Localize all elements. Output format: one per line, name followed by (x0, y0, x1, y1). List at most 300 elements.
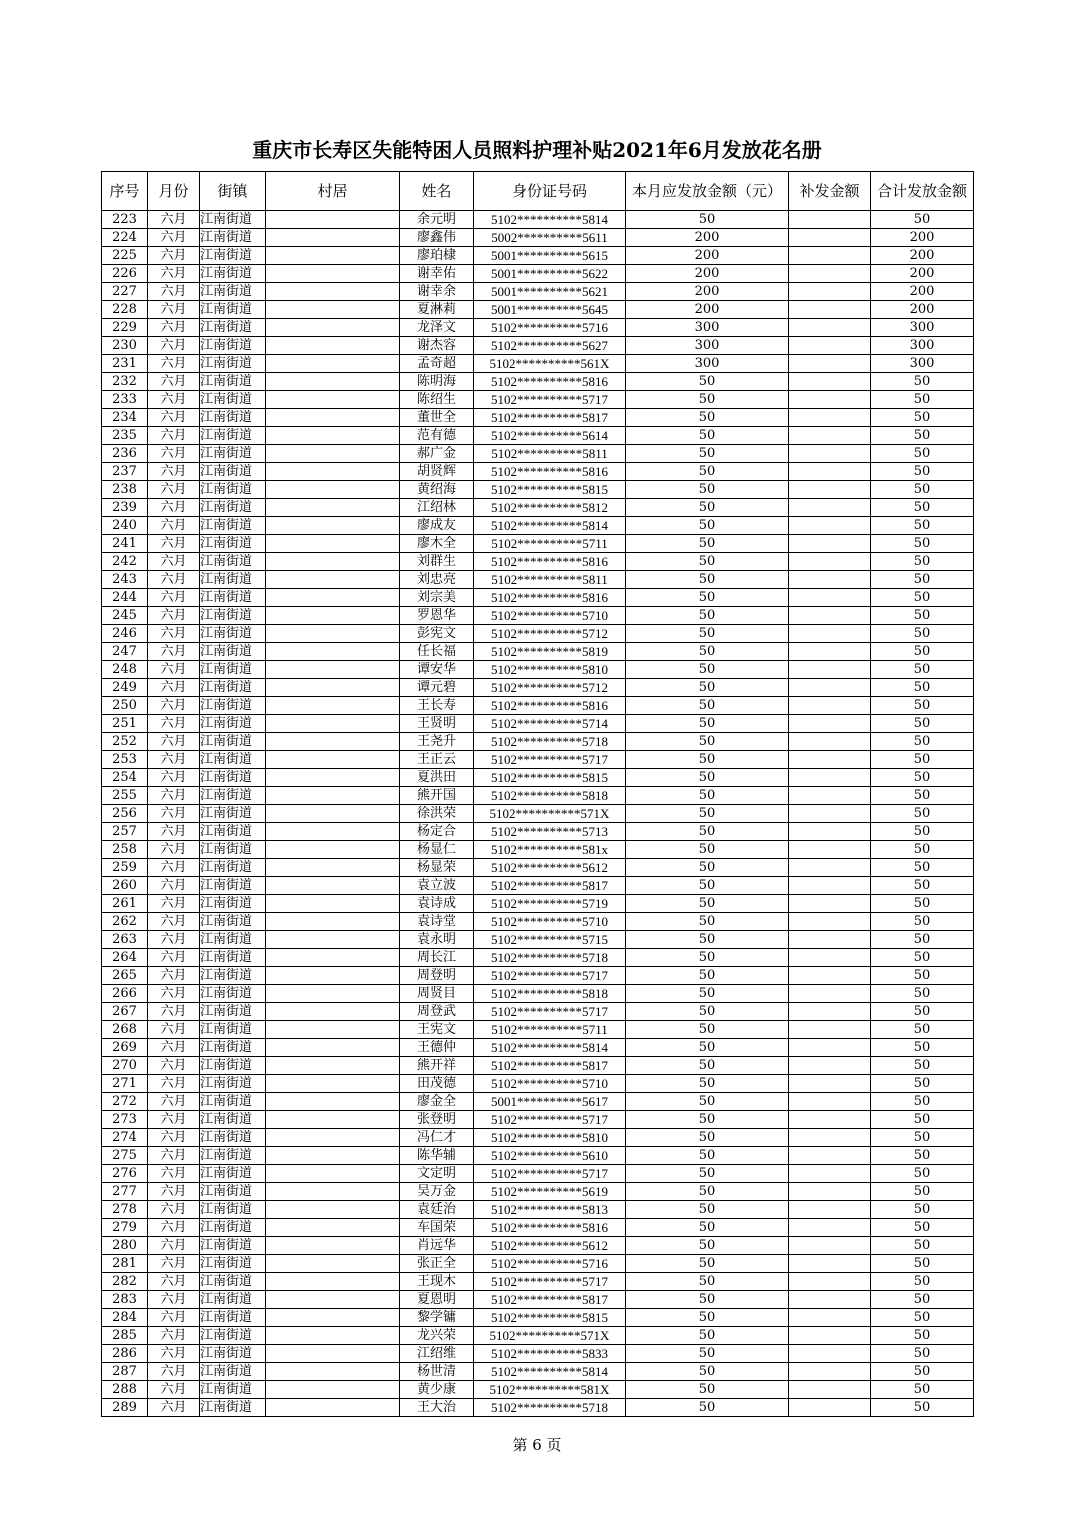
cell-village (266, 463, 400, 481)
column-header-serial: 序号 (102, 172, 148, 211)
table-row (102, 1183, 974, 1201)
cell-month: 六月 (148, 1093, 200, 1111)
cell-id-number: 5102**********5716 (474, 1255, 626, 1273)
cell-serial: 260 (102, 877, 148, 895)
cell-total-amount: 50 (871, 1237, 974, 1255)
cell-id-number: 5102**********561X (474, 355, 626, 373)
cell-name: 任长福 (400, 643, 474, 661)
cell-monthly-amount: 50 (626, 589, 789, 607)
table-row (102, 535, 974, 553)
cell-village (266, 841, 400, 859)
cell-month: 六月 (148, 301, 200, 319)
cell-total-amount: 50 (871, 733, 974, 751)
cell-street: 江南街道 (200, 1291, 266, 1309)
cell-serial: 262 (102, 913, 148, 931)
cell-month: 六月 (148, 715, 200, 733)
cell-village (266, 355, 400, 373)
cell-supplement-amount (789, 409, 871, 427)
cell-supplement-amount (789, 949, 871, 967)
cell-street: 江南街道 (200, 787, 266, 805)
cell-supplement-amount (789, 1309, 871, 1327)
cell-village (266, 985, 400, 1003)
cell-month: 六月 (148, 841, 200, 859)
table-row (102, 931, 974, 949)
cell-id-number: 5102**********5718 (474, 949, 626, 967)
cell-serial: 286 (102, 1345, 148, 1363)
cell-month: 六月 (148, 625, 200, 643)
cell-street: 江南街道 (200, 301, 266, 319)
cell-id-number: 5102**********5612 (474, 859, 626, 877)
cell-total-amount: 50 (871, 409, 974, 427)
cell-village (266, 697, 400, 715)
cell-month: 六月 (148, 1273, 200, 1291)
cell-total-amount: 50 (871, 1255, 974, 1273)
cell-total-amount: 50 (871, 1219, 974, 1237)
cell-street: 江南街道 (200, 805, 266, 823)
cell-street: 江南街道 (200, 337, 266, 355)
cell-serial: 225 (102, 247, 148, 265)
cell-id-number: 5102**********5711 (474, 1021, 626, 1039)
cell-month: 六月 (148, 787, 200, 805)
cell-id-number: 5102**********571X (474, 805, 626, 823)
cell-id-number: 5102**********5710 (474, 1075, 626, 1093)
cell-total-amount: 50 (871, 463, 974, 481)
cell-monthly-amount: 50 (626, 391, 789, 409)
cell-name: 杨显荣 (400, 859, 474, 877)
cell-name: 陈华辅 (400, 1147, 474, 1165)
cell-monthly-amount: 50 (626, 1147, 789, 1165)
cell-id-number: 5102**********5717 (474, 1003, 626, 1021)
cell-total-amount: 50 (871, 1273, 974, 1291)
cell-street: 江南街道 (200, 427, 266, 445)
cell-total-amount: 50 (871, 625, 974, 643)
cell-serial: 264 (102, 949, 148, 967)
cell-id-number: 5102**********5816 (474, 373, 626, 391)
column-header-village: 村居 (266, 172, 400, 211)
cell-name: 刘宗美 (400, 589, 474, 607)
cell-name: 黎学镛 (400, 1309, 474, 1327)
cell-street: 江南街道 (200, 589, 266, 607)
cell-id-number: 5102**********5717 (474, 967, 626, 985)
cell-month: 六月 (148, 355, 200, 373)
cell-monthly-amount: 50 (626, 1165, 789, 1183)
table-row (102, 1273, 974, 1291)
cell-name: 江绍林 (400, 499, 474, 517)
cell-month: 六月 (148, 319, 200, 337)
table-row (102, 247, 974, 265)
cell-id-number: 5102**********5717 (474, 1111, 626, 1129)
cell-village (266, 301, 400, 319)
cell-monthly-amount: 50 (626, 1363, 789, 1381)
cell-month: 六月 (148, 409, 200, 427)
cell-village (266, 373, 400, 391)
cell-monthly-amount: 50 (626, 823, 789, 841)
cell-name: 黄绍海 (400, 481, 474, 499)
cell-serial: 246 (102, 625, 148, 643)
cell-month: 六月 (148, 1255, 200, 1273)
cell-name: 孟奇超 (400, 355, 474, 373)
cell-serial: 232 (102, 373, 148, 391)
cell-name: 江绍维 (400, 1345, 474, 1363)
cell-month: 六月 (148, 337, 200, 355)
cell-monthly-amount: 50 (626, 877, 789, 895)
cell-supplement-amount (789, 553, 871, 571)
cell-id-number: 5102**********5819 (474, 643, 626, 661)
cell-month: 六月 (148, 481, 200, 499)
cell-id-number: 5102**********5718 (474, 1399, 626, 1417)
cell-supplement-amount (789, 1129, 871, 1147)
cell-serial: 257 (102, 823, 148, 841)
cell-name: 谭安华 (400, 661, 474, 679)
cell-month: 六月 (148, 1345, 200, 1363)
cell-village (266, 733, 400, 751)
cell-name: 杨定合 (400, 823, 474, 841)
cell-supplement-amount (789, 715, 871, 733)
cell-supplement-amount (789, 643, 871, 661)
cell-street: 江南街道 (200, 1075, 266, 1093)
cell-supplement-amount (789, 1147, 871, 1165)
table-row (102, 949, 974, 967)
table-row (102, 913, 974, 931)
cell-serial: 270 (102, 1057, 148, 1075)
cell-month: 六月 (148, 805, 200, 823)
cell-name: 冯仁才 (400, 1129, 474, 1147)
cell-month: 六月 (148, 823, 200, 841)
cell-name: 彭宪文 (400, 625, 474, 643)
cell-supplement-amount (789, 319, 871, 337)
cell-month: 六月 (148, 1165, 200, 1183)
cell-monthly-amount: 50 (626, 535, 789, 553)
cell-id-number: 5001**********5622 (474, 265, 626, 283)
cell-monthly-amount: 50 (626, 409, 789, 427)
cell-id-number: 5102**********5814 (474, 1363, 626, 1381)
table-row (102, 1363, 974, 1381)
cell-id-number: 5102**********5813 (474, 1201, 626, 1219)
cell-monthly-amount: 200 (626, 265, 789, 283)
cell-id-number: 5102**********5712 (474, 625, 626, 643)
cell-total-amount: 200 (871, 265, 974, 283)
cell-serial: 271 (102, 1075, 148, 1093)
cell-total-amount: 50 (871, 913, 974, 931)
cell-monthly-amount: 300 (626, 355, 789, 373)
cell-id-number: 5102**********5717 (474, 1273, 626, 1291)
cell-street: 江南街道 (200, 697, 266, 715)
cell-monthly-amount: 50 (626, 463, 789, 481)
cell-street: 江南街道 (200, 841, 266, 859)
cell-total-amount: 50 (871, 679, 974, 697)
cell-monthly-amount: 50 (626, 787, 789, 805)
cell-month: 六月 (148, 859, 200, 877)
cell-street: 江南街道 (200, 985, 266, 1003)
table-row (102, 283, 974, 301)
cell-name: 余元明 (400, 211, 474, 229)
cell-monthly-amount: 50 (626, 751, 789, 769)
cell-monthly-amount: 50 (626, 427, 789, 445)
cell-monthly-amount: 50 (626, 913, 789, 931)
cell-serial: 241 (102, 535, 148, 553)
cell-serial: 245 (102, 607, 148, 625)
cell-village (266, 607, 400, 625)
cell-street: 江南街道 (200, 391, 266, 409)
cell-serial: 272 (102, 1093, 148, 1111)
cell-serial: 237 (102, 463, 148, 481)
cell-monthly-amount: 50 (626, 1291, 789, 1309)
cell-monthly-amount: 200 (626, 301, 789, 319)
cell-month: 六月 (148, 1183, 200, 1201)
cell-monthly-amount: 50 (626, 625, 789, 643)
cell-total-amount: 50 (871, 373, 974, 391)
cell-supplement-amount (789, 841, 871, 859)
cell-total-amount: 50 (871, 751, 974, 769)
cell-village (266, 769, 400, 787)
cell-total-amount: 300 (871, 355, 974, 373)
cell-supplement-amount (789, 247, 871, 265)
cell-id-number: 5102**********5716 (474, 319, 626, 337)
table-row (102, 517, 974, 535)
cell-supplement-amount (789, 535, 871, 553)
cell-id-number: 5102**********5816 (474, 589, 626, 607)
cell-supplement-amount (789, 625, 871, 643)
cell-village (266, 1399, 400, 1417)
cell-monthly-amount: 50 (626, 769, 789, 787)
cell-supplement-amount (789, 733, 871, 751)
cell-serial: 223 (102, 211, 148, 229)
table-row (102, 211, 974, 229)
cell-id-number: 5001**********5617 (474, 1093, 626, 1111)
cell-monthly-amount: 50 (626, 1093, 789, 1111)
cell-month: 六月 (148, 1039, 200, 1057)
cell-supplement-amount (789, 1165, 871, 1183)
cell-serial: 267 (102, 1003, 148, 1021)
table-row (102, 895, 974, 913)
cell-village (266, 1057, 400, 1075)
cell-supplement-amount (789, 1363, 871, 1381)
cell-name: 龙兴荣 (400, 1327, 474, 1345)
cell-supplement-amount (789, 913, 871, 931)
column-header-id-number: 身份证号码 (474, 172, 626, 211)
cell-id-number: 5102**********5810 (474, 661, 626, 679)
cell-month: 六月 (148, 517, 200, 535)
cell-street: 江南街道 (200, 1165, 266, 1183)
cell-month: 六月 (148, 1111, 200, 1129)
cell-village (266, 1327, 400, 1345)
cell-supplement-amount (789, 823, 871, 841)
cell-street: 江南街道 (200, 643, 266, 661)
cell-village (266, 391, 400, 409)
cell-name: 王正云 (400, 751, 474, 769)
cell-serial: 250 (102, 697, 148, 715)
cell-supplement-amount (789, 697, 871, 715)
table-row (102, 1147, 974, 1165)
table-row (102, 859, 974, 877)
cell-id-number: 5102**********5627 (474, 337, 626, 355)
cell-serial: 265 (102, 967, 148, 985)
cell-street: 江南街道 (200, 463, 266, 481)
cell-village (266, 589, 400, 607)
cell-name: 张登明 (400, 1111, 474, 1129)
cell-name: 刘群生 (400, 553, 474, 571)
cell-name: 王长寿 (400, 697, 474, 715)
cell-supplement-amount (789, 337, 871, 355)
cell-monthly-amount: 200 (626, 229, 789, 247)
cell-serial: 281 (102, 1255, 148, 1273)
cell-total-amount: 50 (871, 1093, 974, 1111)
cell-month: 六月 (148, 1309, 200, 1327)
cell-serial: 224 (102, 229, 148, 247)
cell-serial: 274 (102, 1129, 148, 1147)
cell-serial: 252 (102, 733, 148, 751)
cell-id-number: 5102**********5715 (474, 931, 626, 949)
cell-street: 江南街道 (200, 877, 266, 895)
cell-monthly-amount: 50 (626, 841, 789, 859)
cell-id-number: 5001**********5621 (474, 283, 626, 301)
cell-street: 江南街道 (200, 1129, 266, 1147)
cell-name: 周长江 (400, 949, 474, 967)
cell-total-amount: 50 (871, 1363, 974, 1381)
cell-total-amount: 50 (871, 445, 974, 463)
table-row (102, 1399, 974, 1417)
cell-street: 江南街道 (200, 1093, 266, 1111)
cell-street: 江南街道 (200, 211, 266, 229)
table-row (102, 1021, 974, 1039)
cell-supplement-amount (789, 499, 871, 517)
cell-street: 江南街道 (200, 949, 266, 967)
cell-id-number: 5102**********5817 (474, 1291, 626, 1309)
cell-village (266, 1111, 400, 1129)
cell-village (266, 679, 400, 697)
cell-month: 六月 (148, 985, 200, 1003)
cell-name: 谢幸余 (400, 283, 474, 301)
cell-name: 徐洪荣 (400, 805, 474, 823)
column-header-month: 月份 (148, 172, 200, 211)
cell-serial: 240 (102, 517, 148, 535)
cell-monthly-amount: 50 (626, 679, 789, 697)
cell-village (266, 913, 400, 931)
cell-id-number: 5102**********571X (474, 1327, 626, 1345)
cell-street: 江南街道 (200, 517, 266, 535)
cell-serial: 278 (102, 1201, 148, 1219)
table-row (102, 265, 974, 283)
cell-month: 六月 (148, 499, 200, 517)
cell-monthly-amount: 50 (626, 1111, 789, 1129)
cell-street: 江南街道 (200, 445, 266, 463)
table-row (102, 1111, 974, 1129)
cell-total-amount: 50 (871, 1309, 974, 1327)
cell-month: 六月 (148, 697, 200, 715)
cell-village (266, 877, 400, 895)
cell-serial: 234 (102, 409, 148, 427)
cell-serial: 285 (102, 1327, 148, 1345)
cell-village (266, 1147, 400, 1165)
cell-total-amount: 200 (871, 229, 974, 247)
cell-serial: 283 (102, 1291, 148, 1309)
cell-village (266, 931, 400, 949)
cell-village (266, 823, 400, 841)
cell-street: 江南街道 (200, 1111, 266, 1129)
cell-id-number: 5102**********5710 (474, 607, 626, 625)
cell-name: 廖鑫伟 (400, 229, 474, 247)
cell-total-amount: 50 (871, 499, 974, 517)
cell-total-amount: 50 (871, 1399, 974, 1417)
cell-serial: 287 (102, 1363, 148, 1381)
cell-supplement-amount (789, 931, 871, 949)
cell-id-number: 5102**********5717 (474, 1165, 626, 1183)
table-row (102, 409, 974, 427)
cell-id-number: 5102**********5814 (474, 517, 626, 535)
cell-serial: 228 (102, 301, 148, 319)
cell-total-amount: 300 (871, 337, 974, 355)
cell-month: 六月 (148, 553, 200, 571)
cell-supplement-amount (789, 859, 871, 877)
cell-serial: 266 (102, 985, 148, 1003)
cell-supplement-amount (789, 1237, 871, 1255)
cell-street: 江南街道 (200, 1057, 266, 1075)
cell-village (266, 265, 400, 283)
table-row (102, 967, 974, 985)
cell-name: 罗恩华 (400, 607, 474, 625)
cell-village (266, 517, 400, 535)
cell-street: 江南街道 (200, 1273, 266, 1291)
cell-id-number: 5102**********5713 (474, 823, 626, 841)
cell-street: 江南街道 (200, 1219, 266, 1237)
cell-name: 王大治 (400, 1399, 474, 1417)
cell-supplement-amount (789, 1057, 871, 1075)
cell-supplement-amount (789, 1291, 871, 1309)
cell-total-amount: 50 (871, 877, 974, 895)
cell-village (266, 805, 400, 823)
cell-village (266, 661, 400, 679)
cell-village (266, 643, 400, 661)
cell-id-number: 5102**********5815 (474, 481, 626, 499)
cell-street: 江南街道 (200, 1147, 266, 1165)
cell-street: 江南街道 (200, 247, 266, 265)
cell-street: 江南街道 (200, 1381, 266, 1399)
cell-supplement-amount (789, 1381, 871, 1399)
cell-village (266, 1363, 400, 1381)
cell-month: 六月 (148, 1381, 200, 1399)
cell-month: 六月 (148, 913, 200, 931)
cell-id-number: 5102**********5610 (474, 1147, 626, 1165)
cell-name: 廖金全 (400, 1093, 474, 1111)
cell-month: 六月 (148, 751, 200, 769)
cell-street: 江南街道 (200, 1345, 266, 1363)
table-row (102, 553, 974, 571)
cell-total-amount: 50 (871, 1147, 974, 1165)
cell-monthly-amount: 50 (626, 1309, 789, 1327)
cell-village (266, 1345, 400, 1363)
table-row (102, 769, 974, 787)
cell-month: 六月 (148, 1075, 200, 1093)
cell-serial: 255 (102, 787, 148, 805)
cell-id-number: 5102**********5818 (474, 985, 626, 1003)
cell-month: 六月 (148, 1399, 200, 1417)
cell-monthly-amount: 50 (626, 661, 789, 679)
cell-village (266, 481, 400, 499)
cell-monthly-amount: 50 (626, 211, 789, 229)
table-row (102, 1237, 974, 1255)
page-number: 第 6 页 (512, 1436, 562, 1454)
cell-supplement-amount (789, 1003, 871, 1021)
cell-supplement-amount (789, 877, 871, 895)
table-row (102, 301, 974, 319)
cell-village (266, 1021, 400, 1039)
cell-monthly-amount: 50 (626, 1201, 789, 1219)
cell-month: 六月 (148, 1201, 200, 1219)
cell-total-amount: 50 (871, 517, 974, 535)
cell-serial: 239 (102, 499, 148, 517)
cell-serial: 236 (102, 445, 148, 463)
cell-village (266, 1291, 400, 1309)
